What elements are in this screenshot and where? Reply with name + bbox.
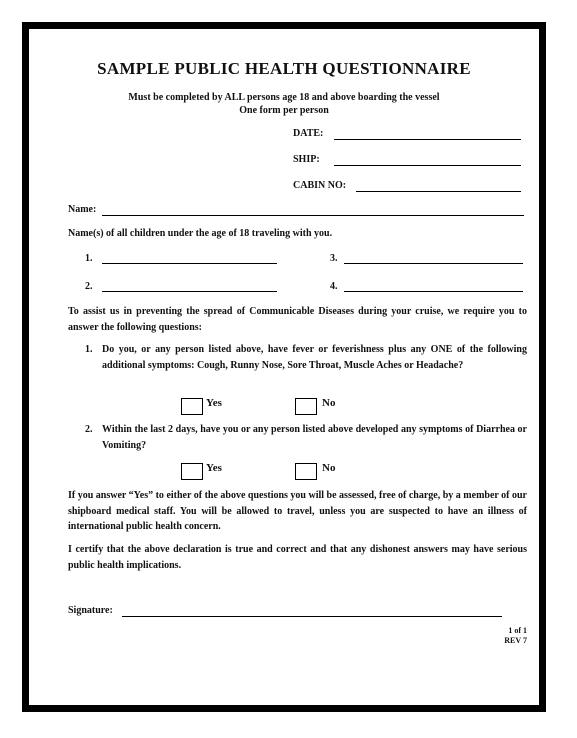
certification-text: I certify that the above declaration is true and correct and that any dishonest answers may have serious public health implications. [68, 544, 527, 571]
q1-text: Do you, or any person listed above, have fever or feverishness plus any ONE of the following additional symptoms: Cough, Runny Nose, Sore Throat, Muscle Aches or Headache? [102, 344, 527, 371]
q2-yes-checkbox[interactable] [181, 463, 203, 480]
children-label: Name(s) of all children under the age of 18 traveling with you. [68, 228, 333, 239]
q2-number: 2. [85, 424, 93, 435]
date-field[interactable] [334, 139, 521, 140]
form-subtitle-2: One form per person [239, 105, 329, 116]
child-1-label: 1. [85, 253, 93, 264]
signature-label: Signature: [68, 605, 113, 616]
cabin-label: CABIN NO: [293, 180, 347, 191]
page-number: 1 of 1 [508, 626, 527, 635]
form-subtitle: Must be completed by ALL persons age 18 and above boarding the vessel [128, 92, 440, 103]
child-4-label: 4. [330, 281, 338, 292]
child-1-field[interactable] [102, 263, 277, 264]
q1-number: 1. [85, 344, 93, 355]
q2-no-label: No [322, 462, 336, 474]
cabin-field[interactable] [356, 191, 521, 192]
date-label: DATE: [293, 128, 324, 139]
q1-no-label: No [322, 397, 336, 409]
intro-text: To assist us in preventing the spread of Communicable Diseases during your cruise, we require you to answer the following questions: [68, 306, 527, 333]
ship-label: SHIP: [293, 154, 320, 165]
q2-no-checkbox[interactable] [295, 463, 317, 480]
q1-yes-checkbox[interactable] [181, 398, 203, 415]
child-2-field[interactable] [102, 291, 277, 292]
child-3-label: 3. [330, 253, 338, 264]
signature-field[interactable] [122, 616, 502, 617]
q2-text: Within the last 2 days, have you or any person listed above developed any symptoms of Diarrhea or Vomiting? [102, 424, 527, 451]
form-title: SAMPLE PUBLIC HEALTH QUESTIONNAIRE [97, 59, 471, 78]
child-3-field[interactable] [344, 263, 523, 264]
name-field[interactable] [102, 215, 524, 216]
yes-note: If you answer “Yes” to either of the above questions you will be assessed, free of charge, by a member of our shipboard medical staff. You will be allowed to travel, unless you are suspected to have an illness of international public health concern. [68, 490, 527, 532]
q1-yes-label: Yes [206, 397, 222, 409]
name-label: Name: [68, 204, 97, 215]
ship-field[interactable] [334, 165, 521, 166]
child-2-label: 2. [85, 281, 93, 292]
q2-yes-label: Yes [206, 462, 222, 474]
form-border [22, 22, 546, 712]
revision-label: REV 7 [504, 636, 527, 645]
q1-no-checkbox[interactable] [295, 398, 317, 415]
child-4-field[interactable] [344, 291, 523, 292]
